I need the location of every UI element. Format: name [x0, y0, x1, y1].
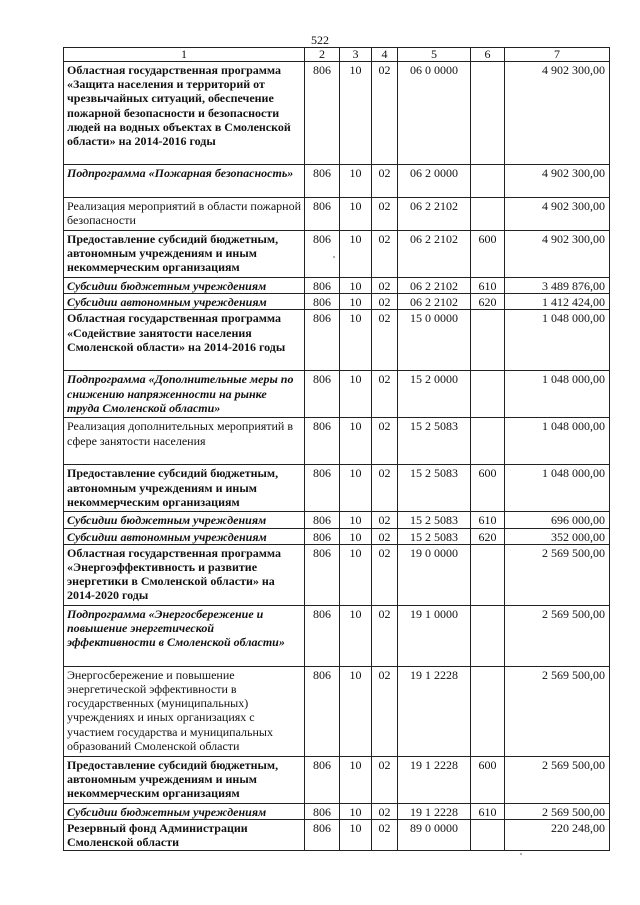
table-row: [64, 756, 610, 803]
expense-type-cell: [471, 198, 505, 231]
table-row: [64, 418, 610, 465]
section-cell: 10: [340, 198, 372, 231]
target-item-cell: 15 2 0000: [398, 371, 471, 418]
amount-cell: 2 569 500,00: [505, 756, 610, 803]
admin-code-cell: 806: [305, 544, 340, 605]
row-name-cell: Реализация мероприятий в области пожарной безопасности: [64, 198, 305, 231]
budget-table: [63, 47, 610, 851]
header-cell-5: 5: [398, 48, 471, 62]
admin-code-cell: 806: [305, 820, 340, 851]
section-cell: 10: [340, 62, 372, 165]
target-item-cell: 19 1 2228: [398, 803, 471, 819]
expense-type-cell: [471, 605, 505, 666]
admin-code-cell: 806: [305, 605, 340, 666]
subsection-cell: 02: [372, 278, 398, 294]
target-item-cell: 89 0 0000: [398, 820, 471, 851]
header-row: [64, 48, 610, 62]
section-cell: 10: [340, 820, 372, 851]
section-cell: 10: [340, 605, 372, 666]
expense-type-cell: 600: [471, 465, 505, 512]
expense-type-cell: [471, 418, 505, 465]
table-row: [64, 666, 610, 756]
header-cell-1: 1: [64, 48, 305, 62]
table-row: [64, 165, 610, 198]
target-item-cell: 06 2 2102: [398, 278, 471, 294]
subsection-cell: 02: [372, 418, 398, 465]
amount-cell: 2 569 500,00: [505, 544, 610, 605]
row-name-cell: Подпрограмма «Пожарная безопасность»: [64, 165, 305, 198]
amount-cell: 1 048 000,00: [505, 371, 610, 418]
table-row: [64, 820, 610, 851]
table-row: [64, 62, 610, 165]
target-item-cell: 19 1 2228: [398, 666, 471, 756]
section-cell: 10: [340, 278, 372, 294]
row-name-cell: Субсидии автономным учреждениям: [64, 528, 305, 544]
table-row: [64, 465, 610, 512]
expense-type-cell: 600: [471, 231, 505, 278]
expense-type-cell: 610: [471, 512, 505, 528]
admin-code-cell: 806: [305, 803, 340, 819]
row-name-cell: Энергосбережение и повышение энергетической эффективности в государственных (муниципальных) учреждениях и иных организациях с участием государства и муниципальных образований Смоленской области: [64, 666, 305, 756]
header-cell-3: 3: [340, 48, 372, 62]
subsection-cell: 02: [372, 310, 398, 371]
expense-type-cell: 610: [471, 803, 505, 819]
admin-code-cell: 806: [305, 294, 340, 310]
section-cell: 10: [340, 544, 372, 605]
expense-type-cell: [471, 62, 505, 165]
table-row: [64, 605, 610, 666]
scan-speck: [333, 256, 335, 258]
amount-cell: 220 248,00: [505, 820, 610, 851]
header-cell-6: 6: [471, 48, 505, 62]
expense-type-cell: [471, 666, 505, 756]
amount-cell: 3 489 876,00: [505, 278, 610, 294]
table-row: [64, 198, 610, 231]
amount-cell: 4 902 300,00: [505, 198, 610, 231]
row-name-cell: Подпрограмма «Дополнительные меры по снижению напряженности на рынке труда Смоленской области»: [64, 371, 305, 418]
expense-type-cell: [471, 820, 505, 851]
admin-code-cell: 806: [305, 198, 340, 231]
admin-code-cell: 806: [305, 756, 340, 803]
target-item-cell: 19 0 0000: [398, 544, 471, 605]
row-name-cell: Субсидии бюджетным учреждениям: [64, 803, 305, 819]
amount-cell: 2 569 500,00: [505, 803, 610, 819]
subsection-cell: 02: [372, 512, 398, 528]
table-row: [64, 528, 610, 544]
subsection-cell: 02: [372, 294, 398, 310]
subsection-cell: 02: [372, 198, 398, 231]
subsection-cell: 02: [372, 544, 398, 605]
section-cell: 10: [340, 310, 372, 371]
row-name-cell: Резервный фонд Администрации Смоленской области: [64, 820, 305, 851]
admin-code-cell: 806: [305, 465, 340, 512]
target-item-cell: 06 2 2102: [398, 231, 471, 278]
admin-code-cell: 806: [305, 418, 340, 465]
expense-type-cell: 610: [471, 278, 505, 294]
admin-code-cell: 806: [305, 310, 340, 371]
header-cell-4: 4: [372, 48, 398, 62]
target-item-cell: 15 2 5083: [398, 528, 471, 544]
expense-type-cell: 620: [471, 528, 505, 544]
section-cell: 10: [340, 756, 372, 803]
row-name-cell: Субсидии бюджетным учреждениям: [64, 512, 305, 528]
table-row: [64, 294, 610, 310]
expense-type-cell: [471, 165, 505, 198]
section-cell: 10: [340, 165, 372, 198]
amount-cell: 2 569 500,00: [505, 605, 610, 666]
target-item-cell: 19 1 2228: [398, 756, 471, 803]
scan-speck: [520, 853, 522, 855]
amount-cell: 4 902 300,00: [505, 231, 610, 278]
row-name-cell: Предоставление субсидий бюджетным, автономным учреждениям и иным некоммерческим организациям: [64, 465, 305, 512]
section-cell: 10: [340, 666, 372, 756]
table-row: [64, 544, 610, 605]
amount-cell: 1 048 000,00: [505, 465, 610, 512]
target-item-cell: 15 2 5083: [398, 512, 471, 528]
admin-code-cell: 806: [305, 528, 340, 544]
table-body: [64, 62, 610, 851]
target-item-cell: 15 2 5083: [398, 418, 471, 465]
subsection-cell: 02: [372, 820, 398, 851]
row-name-cell: Предоставление субсидий бюджетным, автономным учреждениям и иным некоммерческим организациям: [64, 756, 305, 803]
expense-type-cell: [471, 544, 505, 605]
section-cell: 10: [340, 231, 372, 278]
row-name-cell: Предоставление субсидий бюджетным, автономным учреждениям и иным некоммерческим организациям: [64, 231, 305, 278]
admin-code-cell: 806: [305, 62, 340, 165]
amount-cell: 4 902 300,00: [505, 62, 610, 165]
header-cell-7: 7: [505, 48, 610, 62]
row-name-cell: Подпрограмма «Энергосбережение и повышение энергетической эффективности в Смоленской области»: [64, 605, 305, 666]
subsection-cell: 02: [372, 666, 398, 756]
admin-code-cell: 806: [305, 278, 340, 294]
table-row: [64, 803, 610, 819]
row-name-cell: Областная государственная программа «Защита населения и территорий от чрезвычайных ситуаций, обеспечение пожарной безопасности и безопасности людей на водных объектах в Смоленской области» на 2014-2016 годы: [64, 62, 305, 165]
header-cell-2: 2: [305, 48, 340, 62]
amount-cell: 1 048 000,00: [505, 418, 610, 465]
expense-type-cell: [471, 371, 505, 418]
subsection-cell: 02: [372, 371, 398, 418]
section-cell: 10: [340, 371, 372, 418]
table-row: [64, 310, 610, 371]
target-item-cell: 19 1 0000: [398, 605, 471, 666]
row-name-cell: Реализация дополнительных мероприятий в сфере занятости населения: [64, 418, 305, 465]
admin-code-cell: 806: [305, 666, 340, 756]
subsection-cell: 02: [372, 465, 398, 512]
amount-cell: 2 569 500,00: [505, 666, 610, 756]
amount-cell: 1 412 424,00: [505, 294, 610, 310]
section-cell: 10: [340, 803, 372, 819]
section-cell: 10: [340, 294, 372, 310]
table-row: [64, 512, 610, 528]
subsection-cell: 02: [372, 165, 398, 198]
subsection-cell: 02: [372, 62, 398, 165]
section-cell: 10: [340, 528, 372, 544]
amount-cell: 696 000,00: [505, 512, 610, 528]
subsection-cell: 02: [372, 231, 398, 278]
target-item-cell: 15 0 0000: [398, 310, 471, 371]
section-cell: 10: [340, 465, 372, 512]
admin-code-cell: 806: [305, 231, 340, 278]
target-item-cell: 06 2 2102: [398, 198, 471, 231]
row-name-cell: Областная государственная программа «Энергоэффективность и развитие энергетики в Смоленской области» на 2014-2020 годы: [64, 544, 305, 605]
subsection-cell: 02: [372, 803, 398, 819]
section-cell: 10: [340, 418, 372, 465]
row-name-cell: Областная государственная программа «Содействие занятости населения Смоленской области» на 2014-2016 годы: [64, 310, 305, 371]
row-name-cell: Субсидии бюджетным учреждениям: [64, 278, 305, 294]
target-item-cell: 06 2 2102: [398, 294, 471, 310]
amount-cell: 352 000,00: [505, 528, 610, 544]
target-item-cell: 06 2 0000: [398, 165, 471, 198]
table-row: [64, 278, 610, 294]
expense-type-cell: 620: [471, 294, 505, 310]
expense-type-cell: [471, 310, 505, 371]
amount-cell: 1 048 000,00: [505, 310, 610, 371]
admin-code-cell: 806: [305, 512, 340, 528]
subsection-cell: 02: [372, 756, 398, 803]
subsection-cell: 02: [372, 605, 398, 666]
target-item-cell: 06 0 0000: [398, 62, 471, 165]
row-name-cell: Субсидии автономным учреждениям: [64, 294, 305, 310]
table-row: [64, 231, 610, 278]
expense-type-cell: 600: [471, 756, 505, 803]
admin-code-cell: 806: [305, 371, 340, 418]
subsection-cell: 02: [372, 528, 398, 544]
admin-code-cell: 806: [305, 165, 340, 198]
page-number: 522: [311, 33, 329, 47]
amount-cell: 4 902 300,00: [505, 165, 610, 198]
section-cell: 10: [340, 512, 372, 528]
target-item-cell: 15 2 5083: [398, 465, 471, 512]
table-row: [64, 371, 610, 418]
